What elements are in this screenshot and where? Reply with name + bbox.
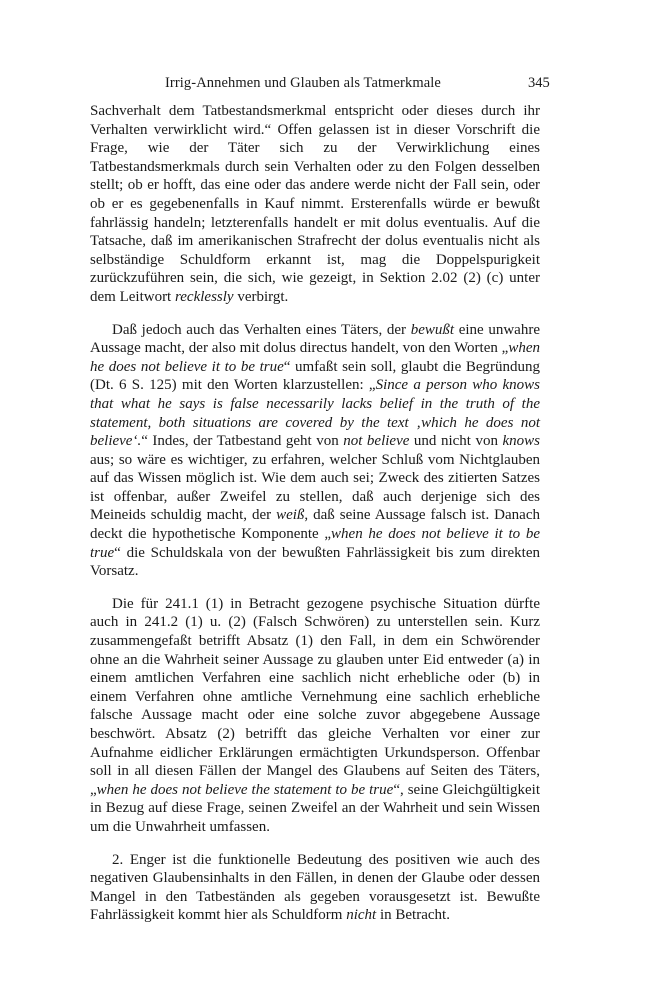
running-title: Irrig-Annehmen und Glauben als Tatmerkmale [165, 75, 441, 91]
italic-run: knows [502, 433, 540, 450]
italic-run: recklessly [174, 288, 234, 305]
text-run: in Betracht. [376, 907, 450, 924]
text-run: “, seine Gleichgültigkeit in Bezug auf diese Frage, seinen Zweifel an der Wahrheit und sein Wissen um die Unwahrheit umfassen. [90, 781, 540, 835]
text-run: eine unwahre Aussage macht, der also mit dolus directus handelt, von den Worten „ [90, 321, 540, 357]
text-run: Daß jedoch auch das Verhalten eines Täters, der [112, 321, 411, 338]
text-run: , daß seine Aussage falsch ist. Danach deckt die hypothetische Komponente „ [90, 507, 540, 543]
paragraph [90, 321, 540, 581]
text-run: verbirgt. [233, 288, 289, 305]
text-run: 2. Enger ist die funktionelle Bedeutung des positiven wie auch des negativen Glaubensinhalts in den Fällen, in denen der Glaube oder dessen Mangel in den Tatbeständen als gegeben vorausgesetzt ist. Bewußte Fahrlässigkeit kommt hier als Schuldform [90, 851, 540, 924]
text-run: “ umfaßt sein soll, glaubt die Begründung (Dt. 6 S. 125) mit den Worten klarzustellen: „ [90, 358, 540, 394]
paragraph [90, 851, 540, 925]
italic-run: Since a person who knows that what he says is false necessarily lacks belief in the truth of the statement, both situations are covered by the text ‚which he does not believe‘. [90, 377, 540, 450]
italic-run: when he does not believe the statement to be true [96, 781, 394, 798]
italic-run: when he does not believe it to be true [90, 340, 540, 375]
italic-run: bewußt [410, 321, 455, 338]
text-run: aus; so wäre es wichtiger, zu erfahren, welcher Schluß vom Nichtglauben auf das Wissen möglich ist. Wie dem auch sei; Zweck des zitierten Satzes ist offenbar, außer Zweifel zu stellen, daß auch derjenige sich des Meineids schuldig macht, der [90, 451, 540, 524]
italic-run: nicht [346, 907, 377, 924]
italic-run: when he does not believe it to be true [90, 526, 541, 561]
text-run: Die für 241.1 (1) in Betracht gezogene psychische Situation dürfte auch in 241.2 (1) u. (2) (Falsch Schwören) zu unterstellen sein. Kurz zusammengefaßt betrifft Absatz (1) den Fall, in dem ein Schwörender ohne an die Wahrheit seiner Aussage zu glauben unter Eid entweder (a) in einem amtlichen Verfahren eine sachlich nicht erhebliche oder (b) in einem Verfahren ohne amtliche Vernehmung eine sachlich erhebliche falsche Aussage macht oder eine solche zuvor abgegebene Aussage beschwört. Absatz (2) betrifft das gleiche Verhalten vor einer zur Aufnahme eidlicher Erklärungen ermächtigten Urkundsperson. Offenbar soll in all diesen Fällen der Mangel des Glaubens auf Seiten des Täters, „ [90, 595, 540, 798]
paragraph [90, 595, 540, 837]
text-run: und nicht von [409, 433, 503, 450]
page-number: 345 [528, 75, 550, 91]
body-text [90, 102, 540, 939]
text-run: Sachverhalt dem Tatbestandsmerkmal entspricht oder dieses durch ihr Verhalten verwirklicht wird.“ Offen gelassen ist in dieser Vorschrift die Frage, wie der Täter sich zu der Verwirklichung eines Tatbestandsmerkmals durch sein Verhalten oder zu den Folgen desselben stellt; ob er hofft, das eine oder das andere werde nicht der Fall sein, oder ob er es gegebenenfalls in Kauf nimmt. Ersterenfalls würde er bewußt fahrlässig handeln; letzterenfalls handelt er mit dolus eventualis. Auf die Tatsache, daß im amerikanischen Strafrecht der dolus eventualis nicht als selbständige Schuldform erkannt ist, mag die Doppelspurigkeit zurückzuführen sein, die sich, wie gezeigt, in Sektion 2.02 (2) (c) unter dem Leitwort [90, 103, 540, 305]
text-run: “ die Schuldskala von der bewußten Fahrlässigkeit bis zum direkten Vorsatz. [90, 544, 540, 580]
italic-run: weiß [276, 507, 305, 524]
text-run: “ Indes, der Tatbestand geht von [141, 433, 344, 450]
paragraph [90, 102, 540, 307]
italic-run: not believe [343, 433, 410, 450]
